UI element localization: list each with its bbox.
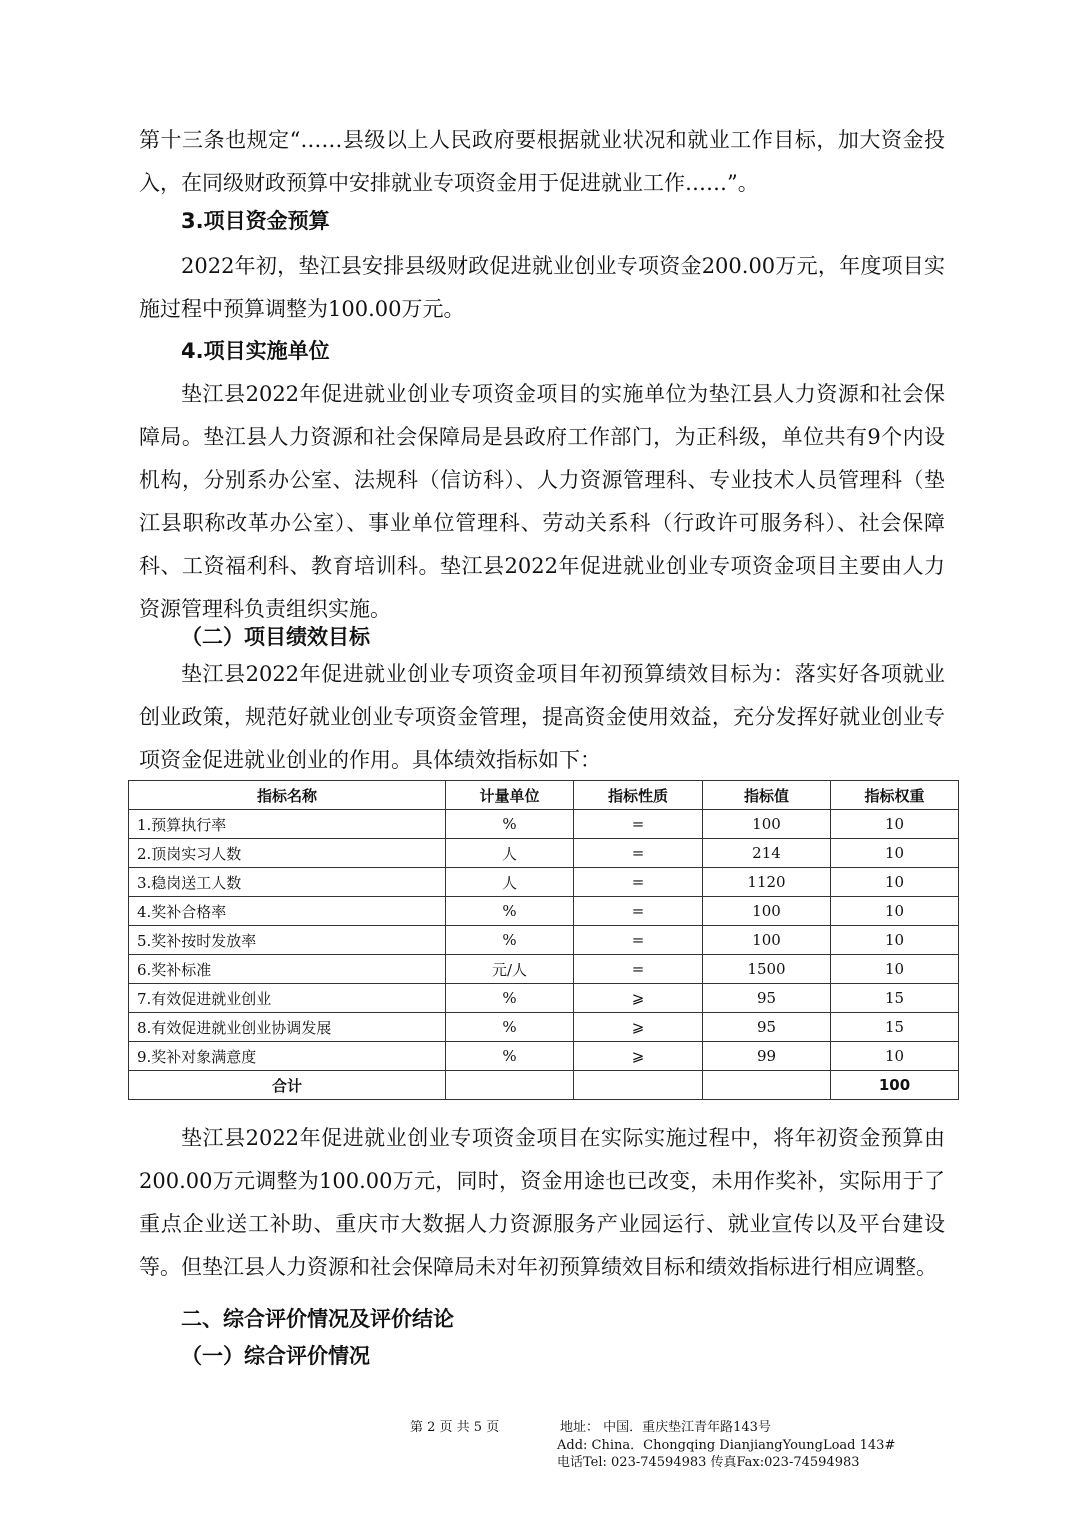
cell-nature: = bbox=[574, 868, 703, 897]
cell-unit: 人 bbox=[446, 839, 574, 868]
paragraph-performance-goal: 垫江县2022年促进就业创业专项资金项目年初预算绩效目标为：落实好各项就业创业政策，规范好就业创业专项资金管理，提高资金使用效益，充分发挥好就业创业专项资金促进就业创业的作用。具体绩效指标如下： bbox=[139, 662, 945, 772]
cell-nature: = bbox=[574, 839, 703, 868]
cell-unit: % bbox=[446, 810, 574, 839]
header-nature: 指标性质 bbox=[574, 781, 703, 810]
cell-indicator-name: 9.奖补对象满意度 bbox=[129, 1042, 446, 1071]
table-row bbox=[129, 1013, 959, 1042]
cell-indicator-name: 1.预算执行率 bbox=[129, 810, 446, 839]
paragraph-law-citation: 第十三条也规定“……县级以上人民政府要根据就业状况和就业工作目标，加大资金投入，在同级财政预算中安排就业专项资金用于促进就业工作……”。 bbox=[139, 128, 945, 195]
cell-weight: 10 bbox=[831, 955, 959, 984]
cell-empty bbox=[446, 1071, 574, 1100]
heading-implementing-unit: 4.项目实施单位 bbox=[181, 339, 330, 363]
cell-nature: ⩾ bbox=[574, 984, 703, 1013]
table-row bbox=[129, 897, 959, 926]
cell-value: 95 bbox=[703, 1013, 831, 1042]
header-indicator-name: 指标名称 bbox=[129, 781, 446, 810]
cell-nature: = bbox=[574, 926, 703, 955]
cell-weight: 15 bbox=[831, 1013, 959, 1042]
paragraph-implementing-unit: 垫江县2022年促进就业创业专项资金项目的实施单位为垫江县人力资源和社会保障局。垫江县人力资源和社会保障局是县政府工作部门，为正科级，单位共有9个内设机构，分别系办公室、法规科（信访科）、人力资源管理科、专业技术人员管理科（垫江县职称改革办公室）、事业单位管理科、劳动关系科（行政许可服务科）、社会保障科、工资福利科、教育培训科。垫江县2022年促进就业创业专项资金项目主要由人力资源管理科负责组织实施。 bbox=[139, 382, 945, 621]
cell-value: 100 bbox=[703, 926, 831, 955]
footer-address-en: Add: China．Chongqing DianjiangYoungLoad 143# bbox=[557, 1438, 896, 1453]
table-header-row bbox=[129, 781, 959, 810]
table-row bbox=[129, 868, 959, 897]
cell-total-label: 合计 bbox=[129, 1071, 446, 1100]
cell-weight: 15 bbox=[831, 984, 959, 1013]
cell-indicator-name: 6.奖补标准 bbox=[129, 955, 446, 984]
header-value: 指标值 bbox=[703, 781, 831, 810]
cell-nature: = bbox=[574, 955, 703, 984]
cell-unit: 元/人 bbox=[446, 955, 574, 984]
cell-value: 1120 bbox=[703, 868, 831, 897]
table-row bbox=[129, 1042, 959, 1071]
cell-unit: 人 bbox=[446, 868, 574, 897]
cell-indicator-name: 4.奖补合格率 bbox=[129, 897, 446, 926]
paragraph-budget: 2022年初，垫江县安排县级财政促进就业创业专项资金200.00万元，年度项目实施过程中预算调整为100.00万元。 bbox=[139, 254, 945, 321]
table-row bbox=[129, 926, 959, 955]
header-weight: 指标权重 bbox=[831, 781, 959, 810]
cell-value: 214 bbox=[703, 839, 831, 868]
cell-weight: 10 bbox=[831, 868, 959, 897]
cell-nature: = bbox=[574, 810, 703, 839]
cell-total-weight: 100 bbox=[831, 1071, 959, 1100]
footer-page-number: 第 2 页 共 5 页 bbox=[410, 1420, 500, 1435]
cell-nature: ⩾ bbox=[574, 1013, 703, 1042]
cell-unit: % bbox=[446, 897, 574, 926]
cell-nature: = bbox=[574, 897, 703, 926]
cell-empty bbox=[703, 1071, 831, 1100]
table-total-row bbox=[129, 1071, 959, 1100]
cell-weight: 10 bbox=[831, 897, 959, 926]
cell-indicator-name: 3.稳岗送工人数 bbox=[129, 868, 446, 897]
heading-performance-goal: （二）项目绩效目标 bbox=[181, 625, 370, 649]
cell-value: 1500 bbox=[703, 955, 831, 984]
heading-budget: 3.项目资金预算 bbox=[181, 209, 330, 233]
footer-phone-fax: 电话Tel: 023-74594983 传真Fax:023-74594983 bbox=[557, 1455, 860, 1470]
cell-unit: % bbox=[446, 1013, 574, 1042]
cell-unit: % bbox=[446, 984, 574, 1013]
cell-value: 100 bbox=[703, 810, 831, 839]
cell-unit: % bbox=[446, 926, 574, 955]
table-row bbox=[129, 810, 959, 839]
heading-section-2: 二、综合评价情况及评价结论 bbox=[181, 1307, 454, 1331]
footer-address-cn: 地址： 中国．重庆垫江青年路143号 bbox=[560, 1420, 771, 1435]
cell-weight: 10 bbox=[831, 1042, 959, 1071]
cell-weight: 10 bbox=[831, 926, 959, 955]
table-row bbox=[129, 839, 959, 868]
cell-indicator-name: 5.奖补按时发放率 bbox=[129, 926, 446, 955]
heading-comprehensive-evaluation: （一）综合评价情况 bbox=[181, 1344, 370, 1368]
cell-weight: 10 bbox=[831, 839, 959, 868]
cell-nature: ⩾ bbox=[574, 1042, 703, 1071]
cell-indicator-name: 2.顶岗实习人数 bbox=[129, 839, 446, 868]
cell-indicator-name: 8.有效促进就业创业协调发展 bbox=[129, 1013, 446, 1042]
performance-indicator-table bbox=[128, 780, 959, 1100]
header-unit: 计量单位 bbox=[446, 781, 574, 810]
cell-indicator-name: 7.有效促进就业创业 bbox=[129, 984, 446, 1013]
paragraph-budget-adjustment: 垫江县2022年促进就业创业专项资金项目在实际实施过程中，将年初资金预算由200.00万元调整为100.00万元，同时，资金用途也已改变，未用作奖补，实际用于了重点企业送工补助、重庆市大数据人力资源服务产业园运行、就业宣传以及平台建设等。但垫江县人力资源和社会保障局未对年初预算绩效目标和绩效指标进行相应调整。 bbox=[139, 1126, 945, 1279]
cell-value: 99 bbox=[703, 1042, 831, 1071]
cell-weight: 10 bbox=[831, 810, 959, 839]
table-row bbox=[129, 984, 959, 1013]
table-row bbox=[129, 955, 959, 984]
cell-empty bbox=[574, 1071, 703, 1100]
cell-unit: % bbox=[446, 1042, 574, 1071]
cell-value: 95 bbox=[703, 984, 831, 1013]
cell-value: 100 bbox=[703, 897, 831, 926]
